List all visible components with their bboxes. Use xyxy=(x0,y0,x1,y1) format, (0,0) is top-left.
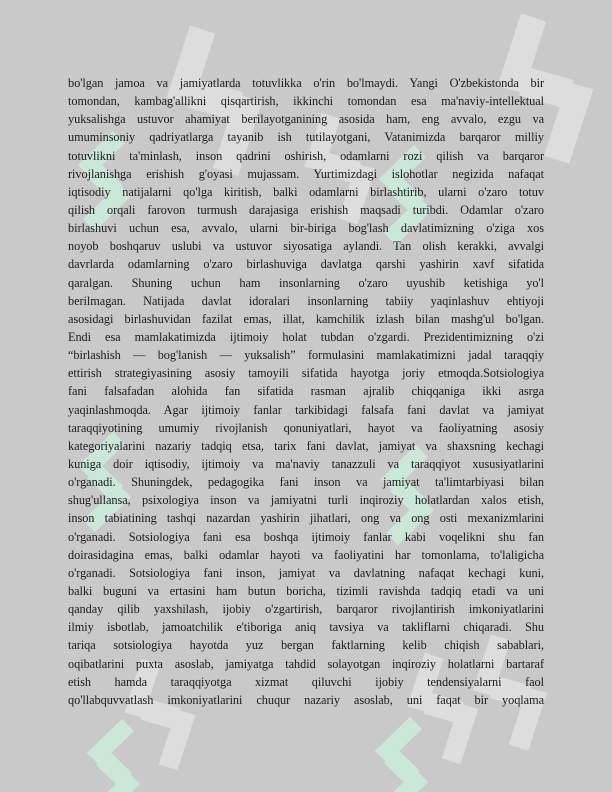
text-line: noyob boshqaruv uslubi va ustuvor siyosatiga aylandi. Tan olish kerakki, avvalgi xyxy=(68,239,544,254)
text-line: o'rganadi. Sotsiologiya fani inson, jamiyat va davlatning nafaqat kechagi kuni, xyxy=(68,565,544,580)
s-logo-watermark-icon xyxy=(98,725,128,792)
text-line: doirasidagina emas, balki odamlar hayoti va faoliyatini har tomonlama, to'laligicha xyxy=(68,547,544,562)
text-line: balki buguni va ertasini ham butun boricha, tizimli ravishda tadqiq etadi va uni xyxy=(68,583,544,598)
s-logo-watermark-icon xyxy=(386,723,416,792)
text-line: tomondan, kambag'allikni qisqartirish, ikkinchi tomondan esa ma'naviy-intellektual xyxy=(68,94,544,109)
text-line: totuvlikni ta'minlash, inson qadrini oshirish, odamlarni rozi qilish va barqaror xyxy=(68,148,544,163)
text-line: ilmiy isbotlab, jamoatchilik e'tiboriga aniq tavsiya va takliflarni chiqaradi. Shu xyxy=(68,620,544,635)
text-line: qilish orqali farovon turmush darajasiga erishish maqsadi turibdi. Odamlar o'zaro xyxy=(68,202,544,217)
text-line: inson tabiatining tashqi nazardan yashirin jihatlari, ong va ong osti mexanizmlarini xyxy=(68,511,544,526)
text-line: kuniga doir iqtisodiy, ijtimoiy va ma'naviy tanazzuli va taraqqiyot xususiyatlarini xyxy=(68,456,544,471)
text-line: umuminsoniy qadriyatlarga tayanib ish tutilayotgani, Vatanimizda barqaror milliy xyxy=(68,130,544,145)
text-line: qaralgan. Shuning uchun ham insonlarning o'zaro uyushib ketishiga yo'l xyxy=(68,275,544,290)
text-line: davrlarda odamlarning o'zaro birlashuviga davlatga qarshi yashirin xavf sifatida xyxy=(68,257,544,272)
text-line: yuksalishga ustuvor ahamiyat berilayotganining asosida ham, eng avvalo, ezgu va xyxy=(68,112,544,127)
text-line: tariqa sotsiologiya hayotda yuz bergan faktlarning kelib chiqish sabablari, xyxy=(68,638,544,653)
text-line: berilmagan. Natijada davlat idoralari insonlarning tabiiy yaqinlashuv ehtiyoji xyxy=(68,293,544,308)
text-line: qanday qilib yaxshilash, ijobiy o'zgartirish, barqaror rivojlantirish imkoniyatlarini xyxy=(68,602,544,617)
text-line: ettirish strategiyasining asosiy tamoyili sifatida hayotga joriy etmoqda.Sotsiologiya xyxy=(68,366,544,381)
text-line: o'rganadi. Sotsiologiya fani esa boshqa ijtimoiy fanlar kabi voqelikni shu fan xyxy=(68,529,544,544)
text-line: yaqinlashmoqda. Agar ijtimoiy fanlar tarkibidagi falsafa fani davlat va jamiyat xyxy=(68,402,544,417)
text-line: oqibatlarini puxta asoslab, jamiyatga tahdid solayotgan inqiroziy holatlarni bartaraf xyxy=(68,656,544,671)
text-line: taraqqiyotining umumiy rivojlanish qonuniyatlari, hayot va faoliyatning asosiy xyxy=(68,420,544,435)
text-line: Endi esa mamlakatimizda ijtimoiy holat tubdan o'zgardi. Prezidentimizning o'zi xyxy=(68,329,544,344)
text-line: “birlashish — bog'lanish — yuksalish” formulasini mamlakatimizni jadal taraqqiy xyxy=(68,348,544,363)
text-line: bo'lgan jamoa va jamiyatlarda totuvlikka o'rin bo'lmaydi. Yangi O'zbekistonda bir xyxy=(68,76,544,90)
text-line: kategoriyalarini nazariy tadqiq etsa, tarix fani davlat, jamiyat va shaxsning kechagi xyxy=(68,438,544,453)
text-line: birlashuvi uchun esa, avvalo, ularni bir-biriga bog'lash davlatimizning o'ziga xos xyxy=(68,221,544,236)
text-line: asosidagi birlashuvidan fazilat emas, illat, kamchilik izlash bilan mashg'ul bo'lgan. xyxy=(68,311,544,326)
body-text xyxy=(68,74,544,709)
text-line: fani falsafadan alohida fan sifatida rasman ajralib chiqqaniga ikki asrga xyxy=(68,384,544,399)
text-line: shug'ullansa, psixologiya inson va jamiyatni turli inqiroziy holatlardan xalos etish, xyxy=(68,493,544,508)
text-line: o'rganadi. Shuningdek, pedagogika fani inson va jamiyat ta'limtarbiyasi bilan xyxy=(68,475,544,490)
text-line: iqtisodiy natijalarni qo'lga kiritish, balki odamlarni birlashtirib, ularni o'zaro totuv xyxy=(68,184,544,199)
text-line: qo'llabquvvatlash imkoniyatlarini chuqur nazariy asoslab, uni faqat bir yoqlama xyxy=(68,692,544,707)
text-line: rivojlanishga erishish g'oyasi mujassam. Yurtimizdagi islohotlar negizida nafaqat xyxy=(68,166,544,181)
text-line: etish hamda taraqqiyotga xizmat qiluvchi ijobiy tendensiyalarni faol xyxy=(68,674,544,689)
